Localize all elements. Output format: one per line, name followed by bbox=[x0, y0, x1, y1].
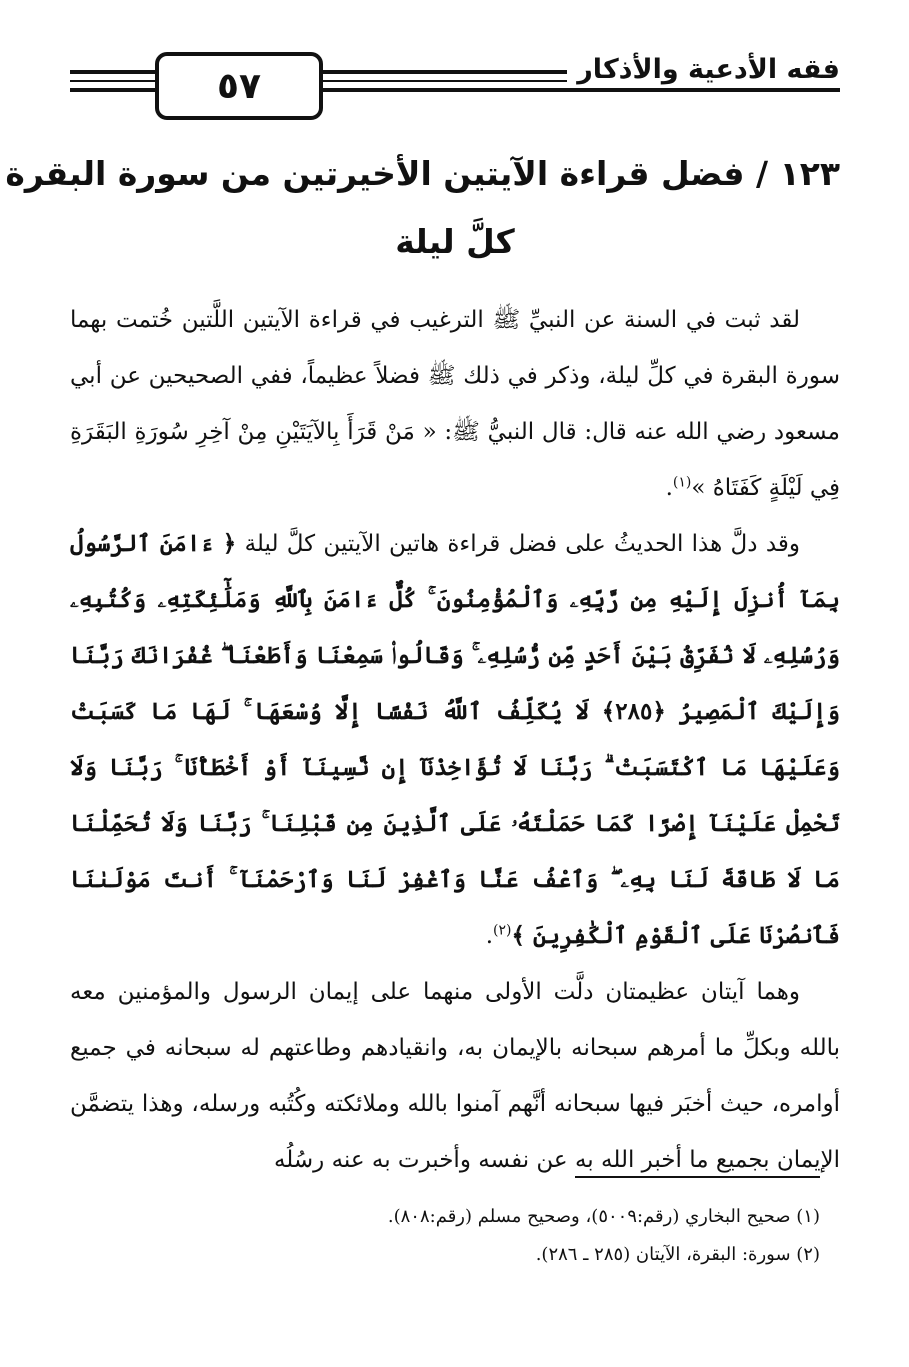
footnote-1: (١) صحيح البخاري (رقم:٥٠٠٩)، وصحيح مسلم (رقم:٨٠٨). bbox=[387, 1206, 820, 1227]
heading-line-2: كلَّ ليلة bbox=[395, 222, 515, 261]
heading-line-1: ١٢٣ / فضل قراءة الآيتين الأخيرتين من سورة البقرة bbox=[5, 154, 840, 193]
footnote-separator bbox=[575, 1176, 820, 1178]
section-heading bbox=[5, 140, 840, 276]
paragraph-2-intro: وقد دلَّ هذا الحديثُ على فضل قراءة هاتين الآيتين كلَّ ليلة bbox=[244, 531, 800, 557]
quran-verses: ﴿ ءَامَنَ ٱلرَّسُولُ بِمَآ أُنزِلَ إِلَيْهِ مِن رَّبِّهِۦ وَٱلْمُؤْمِنُونَ ۚ كُلٌّ ءَامَنَ بِٱللَّهِ وَمَلَٰٓئِكَتِهِۦ وَكُتُبِهِۦ وَرُسُلِهِۦ لَا نُفَرِّقُ بَيْنَ أَحَدٍ مِّن رُّسُلِهِۦ ۚ وَقَالُوا۟ سَمِعْنَا وَأَطَعْنَا ۖ غُفْرَانَكَ رَبَّنَا وَإِلَيْكَ ٱلْمَصِيرُ ﴿٢٨٥﴾ لَا يُكَلِّفُ ٱللَّهُ نَفْسًا إِلَّا وُسْعَهَا ۚ لَهَا مَا كَسَبَتْ وَعَلَيْهَا مَا ٱكْتَسَبَتْ ۗ رَبَّنَا لَا تُؤَاخِذْنَآ إِن نَّسِينَآ أَوْ أَخْطَأْنَا ۚ رَبَّنَا وَلَا تَحْمِلْ عَلَيْنَآ إِصْرًا كَمَا حَمَلْتَهُۥ عَلَى ٱلَّذِينَ مِن قَبْلِنَا ۚ رَبَّنَا وَلَا تُحَمِّلْنَا مَا لَا طَاقَةَ لَنَا بِهِۦ ۖ وَٱعْفُ عَنَّا وَٱغْفِرْ لَنَا وَٱرْحَمْنَآ ۚ أَنتَ مَوْلَىٰنَا فَٱنصُرْنَا عَلَى ٱلْقَوْمِ ٱلْكَٰفِرِينَ ﴾ bbox=[70, 530, 840, 949]
footnote-ref-1: (١) bbox=[672, 474, 692, 491]
paragraph-2: وقد دلَّ هذا الحديثُ على فضل قراءة هاتين الآيتين كلَّ ليلة ﴿ ءَامَنَ ٱلرَّسُولُ بِمَآ أُنزِلَ إِلَيْهِ مِن رَّبِّهِۦ وَٱلْمُؤْمِنُونَ ۚ كُلٌّ ءَامَنَ بِٱللَّهِ وَمَلَٰٓئِكَتِهِۦ وَكُتُبِهِۦ وَرُسُلِهِۦ لَا نُفَرِّقُ بَيْنَ أَحَدٍ مِّن رُّسُلِهِۦ ۚ وَقَالُوا۟ سَمِعْنَا وَأَطَعْنَا ۖ غُفْرَانَكَ رَبَّنَا وَإِلَيْكَ ٱلْمَصِيرُ ﴿٢٨٥﴾ لَا يُكَلِّفُ ٱللَّهُ نَفْسًا إِلَّا وُسْعَهَا ۚ لَهَا مَا كَسَبَتْ وَعَلَيْهَا مَا ٱكْتَسَبَتْ ۗ رَبَّنَا لَا تُؤَاخِذْنَآ إِن نَّسِينَآ أَوْ أَخْطَأْنَا ۚ رَبَّنَا وَلَا تَحْمِلْ عَلَيْنَآ إِصْرًا كَمَا حَمَلْتَهُۥ عَلَى ٱلَّذِينَ مِن قَبْلِنَا ۚ رَبَّنَا وَلَا تُحَمِّلْنَا مَا لَا طَاقَةَ لَنَا بِهِۦ ۖ وَٱعْفُ عَنَّا وَٱغْفِرْ لَنَا وَٱرْحَمْنَآ ۚ أَنتَ مَوْلَىٰنَا فَٱنصُرْنَا عَلَى ٱلْقَوْمِ ٱلْكَٰفِرِينَ ﴾$^{(٢)}$. bbox=[70, 530, 840, 949]
footnotes bbox=[70, 1198, 820, 1274]
footnote-2: (٢) سورة: البقرة، الآيتان (٢٨٥ ـ ٢٨٦). bbox=[535, 1244, 820, 1265]
paragraph-3: وهما آيتان عظيمتان دلَّت الأولى منهما على إيمان الرسول والمؤمنين معه بالله وبكلِّ ما أمرهم سبحانه بالإيمان به، وانقيادهم وطاعتهم له سبحانه في جميع أوامره، حيث أخبَر فيها سبحانه أنَّهم آمنوا بالله وملائكته وكُتُبه ورسله، وهذا يتضمَّن الإيمان بجميع ما أخبر الله به عن نفسه وأخبرت به عنه رسُلُه bbox=[70, 979, 840, 1173]
page-number: ٥٧ bbox=[155, 52, 323, 120]
body-text bbox=[70, 292, 840, 1188]
paragraph-1: لقد ثبت في السنة عن النبيِّ ﷺ الترغيب في قراءة الآيتين اللَّتين خُتمت بهما سورة البقرة في كلِّ ليلة، وذكر في ذلك ﷺ فضلاً عظيماً، ففي الصحيحين عن أبي مسعود رضي الله عنه قال: قال النبيُّ ﷺ: « مَنْ قَرَأَ بِالآيَتَيْنِ مِنْ آخِرِ سُورَةِ البَقَرَةِ فِي لَيْلَةٍ كَفَتَاهُ »$^{(١)}$. bbox=[70, 307, 840, 501]
paragraph-1-text: لقد ثبت في السنة عن النبيِّ ﷺ الترغيب في قراءة الآيتين اللَّتين خُتمت بهما سورة البقرة في كلِّ ليلة، وذكر في ذلك ﷺ فضلاً عظيماً، ففي الصحيحين عن أبي مسعود رضي الله عنه قال: قال النبيُّ ﷺ: « مَنْ قَرَأَ بِالآيَتَيْنِ مِنْ آخِرِ سُورَةِ البَقَرَةِ فِي لَيْلَةٍ كَفَتَاهُ » bbox=[70, 307, 840, 501]
footnote-ref-2: (٢) bbox=[493, 922, 512, 939]
running-title: فقه الأدعية والأذكار bbox=[567, 54, 840, 85]
page-header bbox=[70, 48, 840, 128]
